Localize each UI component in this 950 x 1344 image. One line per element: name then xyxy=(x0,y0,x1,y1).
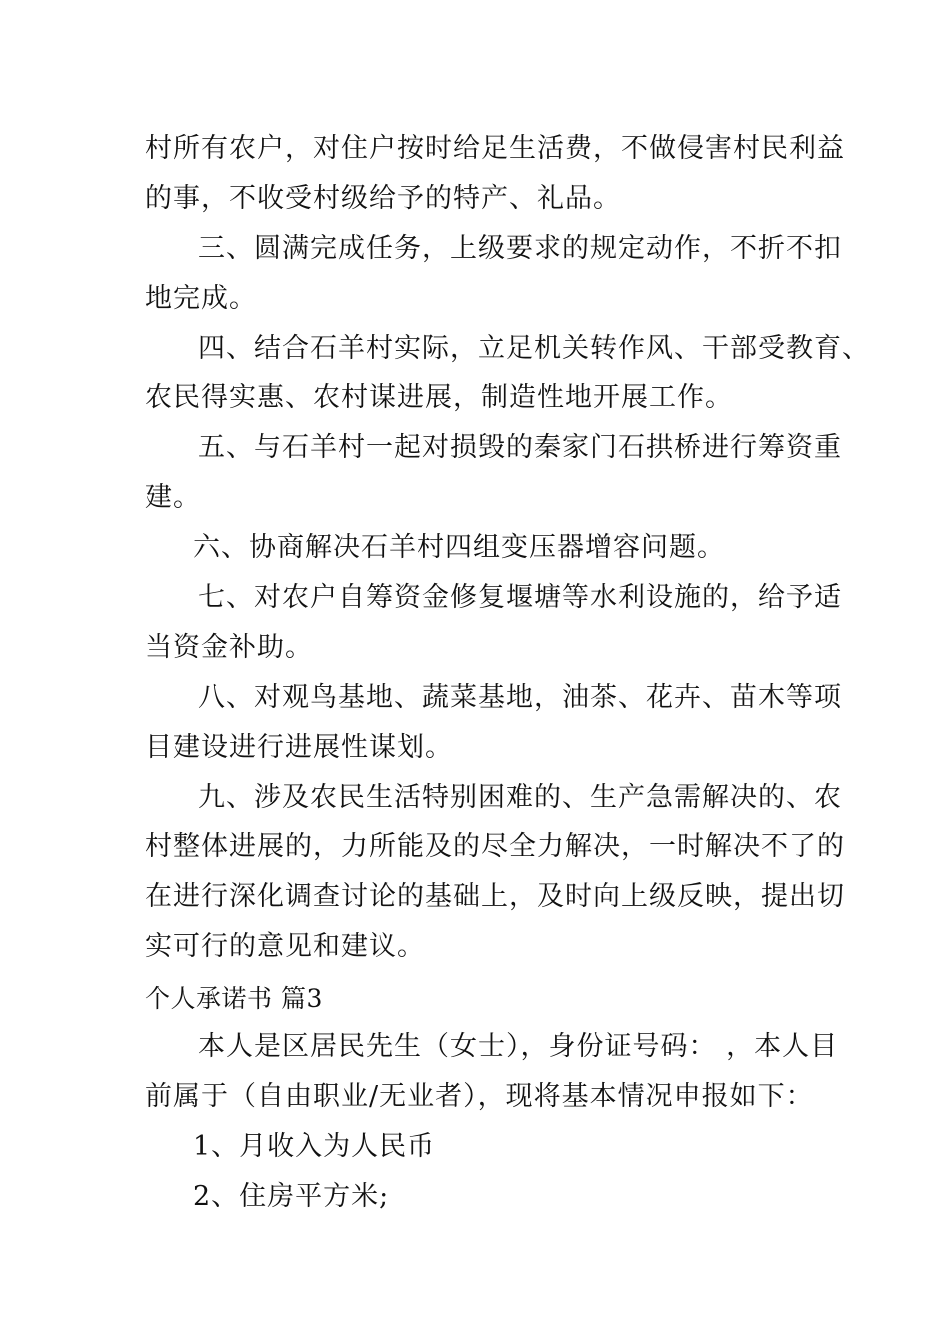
paragraph-line: 的事，不收受村级给予的特产、礼品。 xyxy=(145,183,621,214)
paragraph-line: 四、结合石羊村实际，立足机关转作风、干部受教育、 xyxy=(198,333,870,364)
section-heading: 个人承诺书 篇3 xyxy=(145,984,323,1013)
paragraph-line: 当资金补助。 xyxy=(145,632,313,663)
paragraph-line: 五、与石羊村一起对损毁的秦家门石拱桥进行筹资重 xyxy=(198,432,842,463)
paragraph-line: 地完成。 xyxy=(145,283,257,314)
paragraph-line: 三、圆满完成任务，上级要求的规定动作，不折不扣 xyxy=(198,233,842,264)
paragraph-line: 七、对农户自筹资金修复堰塘等水利设施的，给予适 xyxy=(198,582,842,613)
paragraph-line: 实可行的意见和建议。 xyxy=(145,931,425,962)
paragraph-line: 本人是区居民先生（女士），身份证号码： ，本人目 xyxy=(198,1031,839,1062)
paragraph-line: 六、协商解决石羊村四组变压器增容问题。 xyxy=(193,532,725,563)
paragraph-line: 建。 xyxy=(145,482,201,513)
paragraph-line: 农民得实惠、农村谋进展，制造性地开展工作。 xyxy=(145,382,733,413)
paragraph-line: 目建设进行进展性谋划。 xyxy=(145,732,453,763)
paragraph-line: 村整体进展的，力所能及的尽全力解决，一时解决不了的 xyxy=(145,831,845,862)
list-item: 1、月收入为人民币 xyxy=(193,1131,436,1162)
paragraph-line: 九、涉及农民生活特别困难的、生产急需解决的、农 xyxy=(198,782,842,813)
paragraph-line: 前属于（自由职业/无业者），现将基本情况申报如下： xyxy=(145,1081,814,1112)
paragraph-line: 八、对观鸟基地、蔬菜基地，油茶、花卉、苗木等项 xyxy=(198,682,842,713)
paragraph-line: 村所有农户，对住户按时给足生活费，不做侵害村民利益 xyxy=(145,133,845,164)
list-item: 2、住房平方米; xyxy=(193,1181,390,1212)
paragraph-line: 在进行深化调查讨论的基础上，及时向上级反映，提出切 xyxy=(145,881,845,912)
